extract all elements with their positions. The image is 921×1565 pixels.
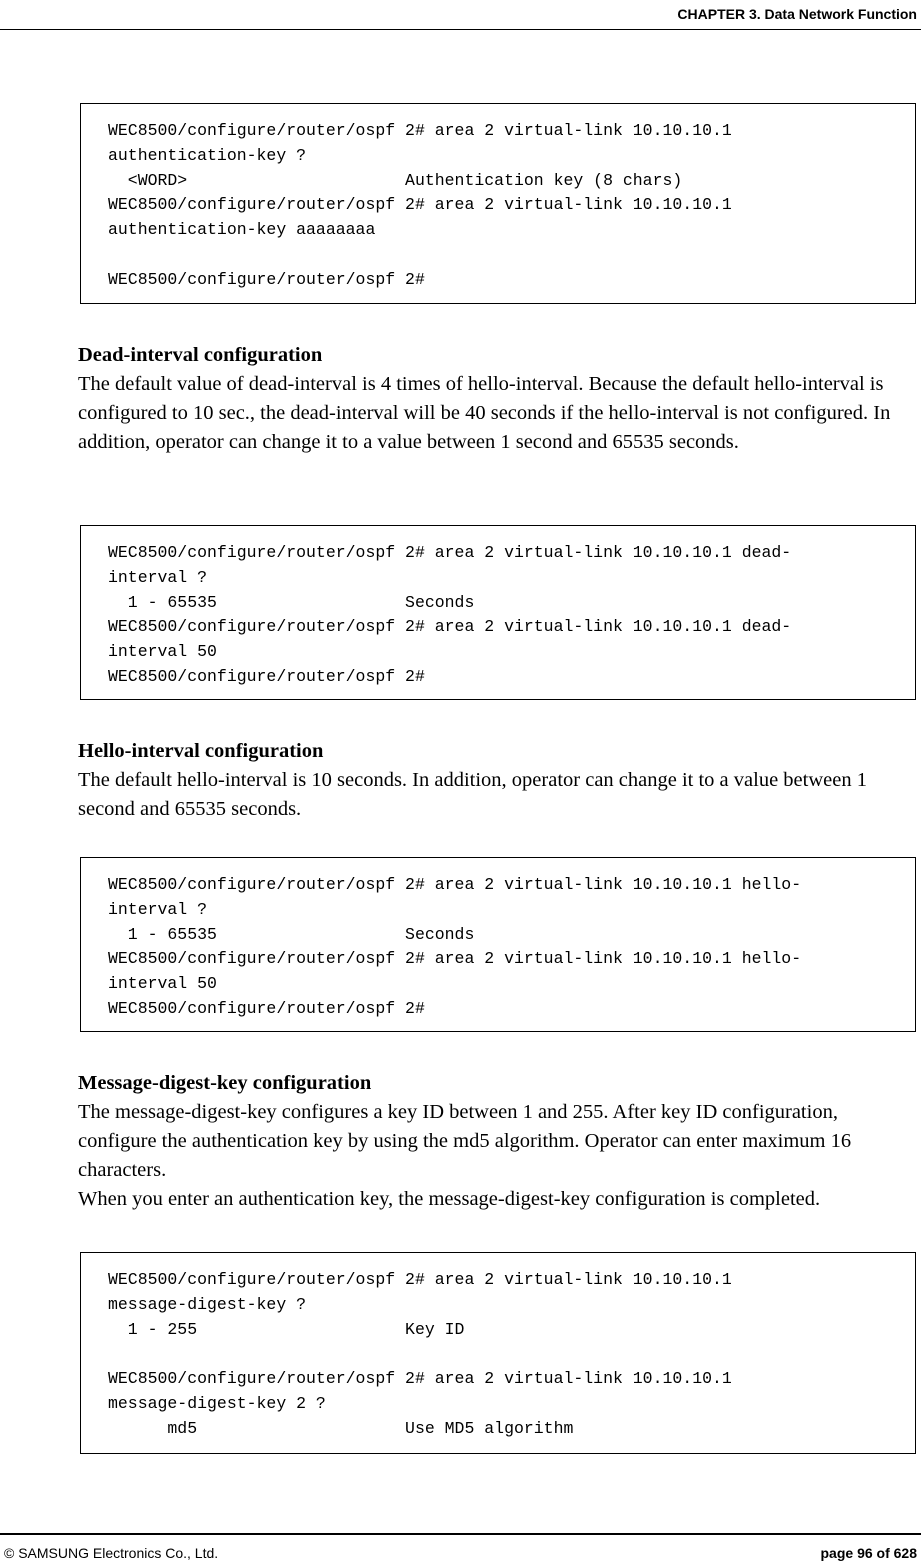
code-line: [108, 243, 915, 268]
code-line: [108, 1342, 915, 1367]
code-line: WEC8500/configure/router/ospf 2# area 2 virtual-link 10.10.10.1 hello-: [108, 875, 802, 894]
section-paragraph: The default hello-interval is 10 seconds. In addition, operator can change it to a value between 1 second and 65535 seconds.: [78, 769, 867, 820]
code-line: authentication-key aaaaaaaa: [108, 220, 376, 240]
copyright-text: © SAMSUNG Electronics Co., Ltd.: [4, 1545, 219, 1561]
code-line: WEC8500/configure/router/ospf 2# area 2 virtual-link 10.10.10.1 dead-: [108, 543, 792, 562]
section-paragraph: The message-digest-key configures a key ID between 1 and 255. After key ID configuration, configure the authentication key by using the md5 algorithm. Operator can enter maximum 16 characters.: [78, 1101, 852, 1181]
code-line: WEC8500/configure/router/ospf 2# area 2 virtual-link 10.10.10.1: [108, 121, 732, 140]
chapter-title: CHAPTER 3. Data Network Function: [677, 6, 917, 22]
code-line: interval ?: [108, 567, 208, 587]
code-line: WEC8500/configure/router/ospf 2# area 2 virtual-link 10.10.10.1 hello-: [108, 949, 802, 969]
code-line: authentication-key ?: [108, 145, 307, 165]
page-footer: [0, 1533, 921, 1561]
code-line: 1 - 65535 Seconds: [108, 924, 475, 944]
code-block-authentication-key: [80, 103, 916, 304]
code-line: 1 - 65535 Seconds: [108, 592, 475, 612]
code-line: interval 50: [108, 642, 217, 662]
section-hello-interval: [78, 737, 918, 824]
code-line: WEC8500/configure/router/ospf 2#: [108, 269, 425, 289]
section-paragraph: The default value of dead-interval is 4 times of hello-interval. Because the default hello-interval is configured to 10 sec., the dead-interval will be 40 seconds if the hello-interval is not configured. In addition, operator can change it to a value between 1 second and 65535 seconds.: [78, 373, 891, 453]
section-paragraph-2: When you enter an authentication key, the message-digest-key configuration is completed.: [78, 1188, 821, 1210]
code-line: WEC8500/configure/router/ospf 2# area 2 virtual-link 10.10.10.1: [108, 1270, 732, 1289]
page-header: [0, 0, 921, 30]
code-line: message-digest-key 2 ?: [108, 1393, 326, 1413]
code-line: md5 Use MD5 algorithm: [108, 1418, 574, 1438]
page-number: page 96 of 628: [820, 1545, 917, 1561]
code-line: WEC8500/configure/router/ospf 2# area 2 virtual-link 10.10.10.1 dead-: [108, 617, 792, 637]
code-line: WEC8500/configure/router/ospf 2# area 2 virtual-link 10.10.10.1: [108, 1369, 732, 1389]
section-title: Dead-interval configuration: [78, 344, 323, 366]
code-block-hello-interval: [80, 857, 916, 1032]
code-line: <WORD> Authentication key (8 chars): [108, 170, 683, 190]
section-title: Message-digest-key configuration: [78, 1072, 372, 1094]
section-title: Hello-interval configuration: [78, 740, 324, 762]
code-line: WEC8500/configure/router/ospf 2# area 2 virtual-link 10.10.10.1: [108, 195, 732, 215]
code-line: 1 - 255 Key ID: [108, 1319, 465, 1339]
section-message-digest-key: [78, 1069, 918, 1214]
code-line: interval ?: [108, 899, 208, 919]
code-block-message-digest-key: [80, 1252, 916, 1454]
code-line: message-digest-key ?: [108, 1294, 307, 1314]
section-dead-interval: [78, 341, 918, 457]
code-line: WEC8500/configure/router/ospf 2#: [108, 666, 425, 686]
code-line: interval 50: [108, 974, 217, 994]
code-line: WEC8500/configure/router/ospf 2#: [108, 998, 425, 1018]
code-block-dead-interval: [80, 525, 916, 700]
